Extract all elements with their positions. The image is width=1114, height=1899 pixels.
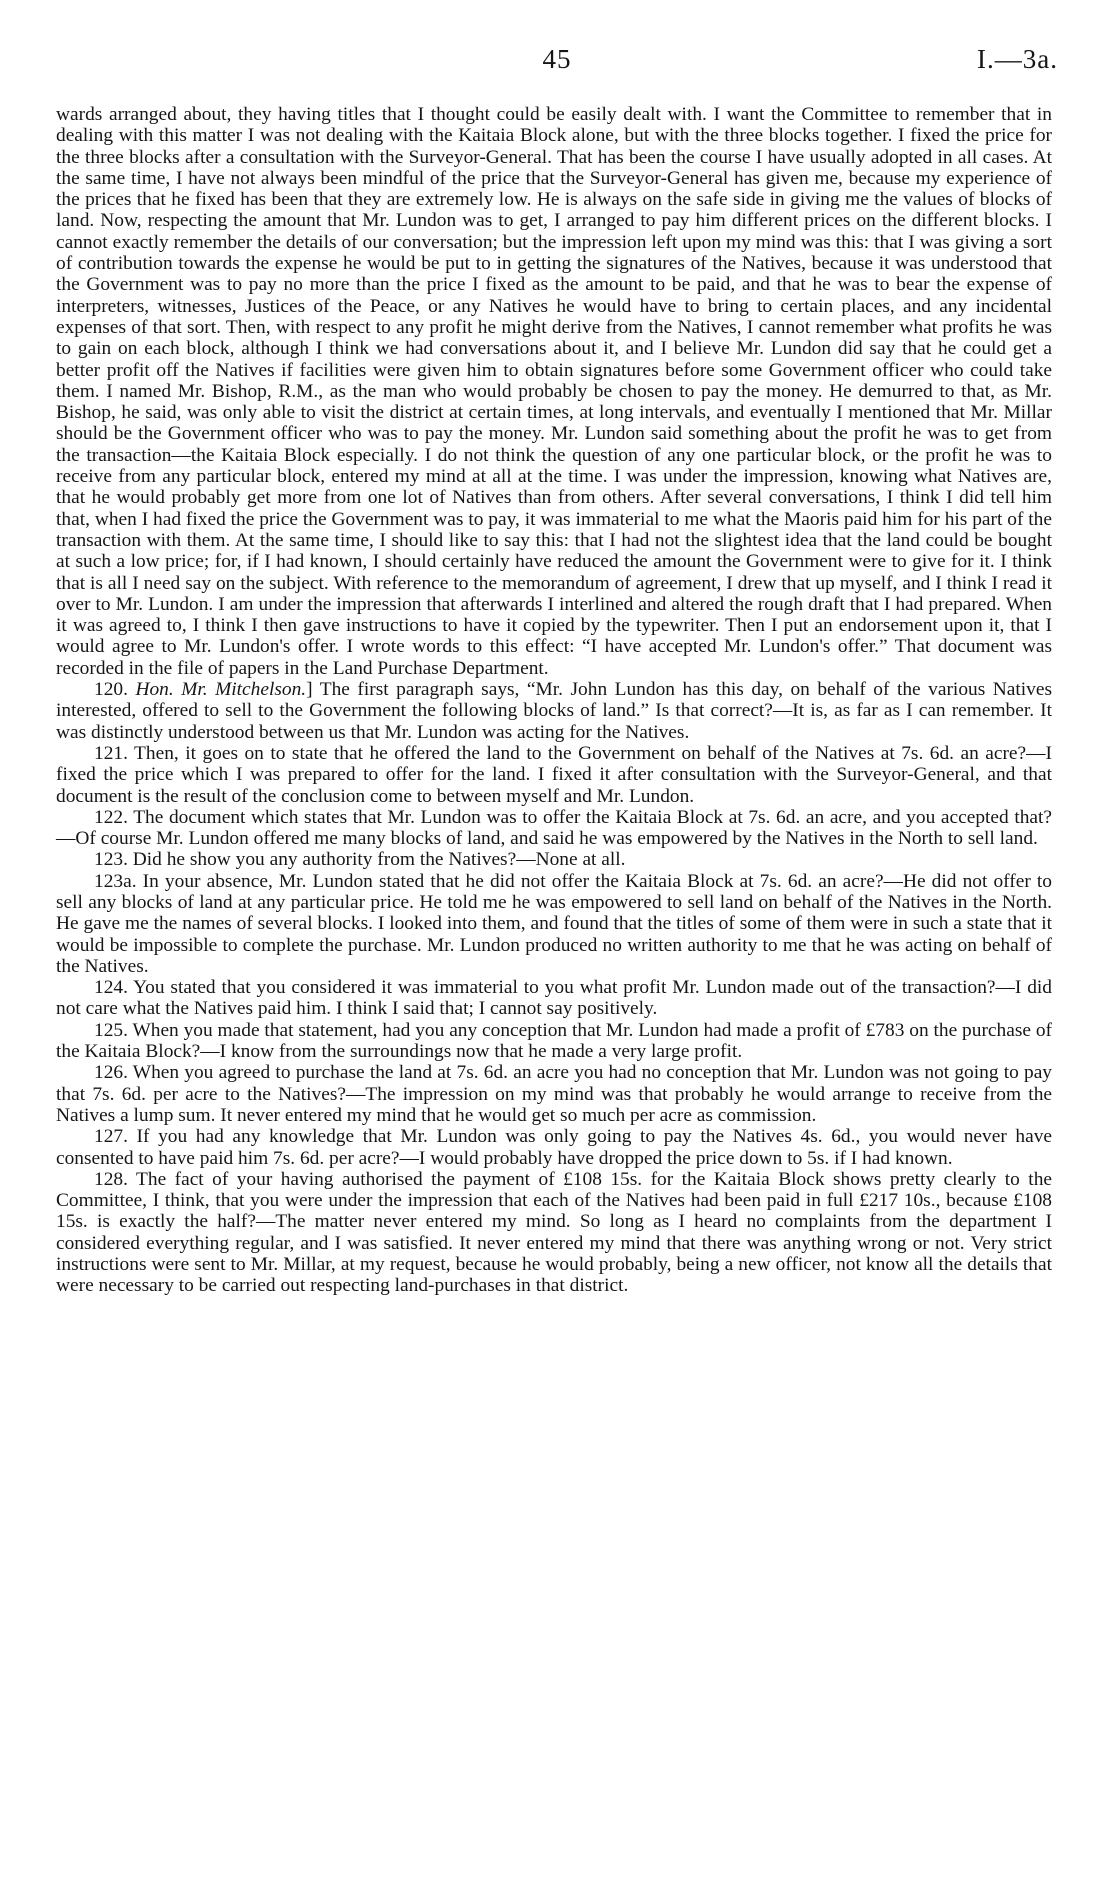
paragraph-127: 127. If you had any knowledge that Mr. Lundon was only going to pay the Natives 4s. 6d., you would never have consented to have paid him 7s. 6d. per acre?—I would probably have dropped the price down to 5s. if I had known. bbox=[56, 1126, 1052, 1169]
body-text bbox=[56, 104, 1052, 1297]
page-number: 45 bbox=[542, 44, 572, 74]
question-number: 120. bbox=[94, 679, 128, 701]
continuation-paragraph: wards arranged about, they having titles that I thought could be easily dealt with. I want the Committee to remember that in dealing with this matter I was not dealing with the Kaitaia Block alone, but with the three blocks together. I fixed the price for the three blocks after a consultation with the Surveyor-General. That has been the course I have usually adopted in all cases. At the same time, I have not always been mindful of the price that the Surveyor-General has given me, because my experience of the prices that he fixed has been that they are extremely low. He is always on the safe side in giving me the values of blocks of land. Now, respecting the amount that Mr. Lundon was to get, I arranged to pay him different prices on the different blocks. I cannot exactly remember the details of our conversation; but the impression left upon my mind was this: that I was giving a sort of contribution towards the expense he would be put to in getting the signatures of the Natives, because it was understood that the Government was to pay no more than the price I fixed as the amount to be paid, and that he was to bear the expense of interpreters, witnesses, Justices of the Peace, or any Natives he would have to bring to certain places, and any incidental expenses of that sort. Then, with respect to any profit he might derive from the Natives, I cannot remember what profits he was to gain on each block, although I think we had conversations about it, and I believe Mr. Lundon did say that he could get a better profit off the Natives if facilities were given him to obtain signatures before some Government officer who could take them. I named Mr. Bishop, R.M., as the man who would probably be chosen to pay the money. He demurred to that, as Mr. Bishop, he said, was only able to visit the district at certain times, at long intervals, and eventually I mentioned that Mr. Millar should be the Government officer who was to pay the money. Mr. Lundon said something about the profit he was to get from the transaction—the Kaitaia Block especially. I do not think the question of any one particular block, or the profit he was to receive from any particular block, entered my mind at all at the time. I was under the impression, knowing what Natives are, that he would probably get more from one lot of Natives than from others. After several conversations, I think I did tell him that, when I had fixed the price the Government was to pay, it was immaterial to me what the Maoris paid him for his part of the transaction with them. At the same time, I should like to say this: that I had not the slightest idea that the land could be bought at such a low price; for, if I had known, I should certainly have reduced the amount the Government were to give for it. I think that is all I need say on the subject. With reference to the memorandum of agreement, I drew that up myself, and I think I read it over to Mr. Lundon. I am under the impression that afterwards I interlined and altered the rough draft that I had prepared. When it was agreed to, I think I then gave instructions to have it copied by the typewriter. Then I put an endorsement upon it, that I would agree to Mr. Lundon's offer. I wrote words to this effect: “I have accepted Mr. Lundon's offer.” That document was recorded in the file of papers in the Land Purchase Department. bbox=[56, 104, 1052, 679]
paragraph-125: 125. When you made that statement, had you any conception that Mr. Lundon had made a profit of £783 on the purchase of the Kaitaia Block?—I know from the surroundings now that he made a very large profit. bbox=[56, 1019, 1052, 1063]
speaker-name: Hon. Mr. Mitchelson. bbox=[135, 679, 307, 701]
paragraph-126: 126. When you agreed to purchase the land at 7s. 6d. an acre you had no conception that Mr. Lundon was not going to pay that 7s. 6d. per acre to the Natives?—The impression on my mind was that probably he would arrange to receive from the Natives a lump sum. It never entered my mind that he would get so much per acre as commission. bbox=[56, 1062, 1052, 1126]
paragraph-121: 121. Then, it goes on to state that he offered the land to the Government on behalf of the Natives at 7s. 6d. an acre?—I fixed the price which I was prepared to offer for the land. I fixed it after consultation with the Surveyor-General, and that document is the result of the conclusion come to between myself and Mr. Lundon. bbox=[56, 742, 1052, 807]
paragraph-128: 128. The fact of your having authorised the payment of £108 15s. for the Kaitaia Block shows pretty clearly to the Committee, I think, that you were under the impression that each of the Natives had been paid in full £217 10s., because £108 15s. is exactly the half?—The matter never entered my mind. So long as I heard no complaints from the department I considered everything regular, and I was satisfied. It never entered my mind that there was anything wrong or not. Very strict instructions were sent to Mr. Millar, at my request, because he would probably, being a new officer, not know all the details that were necessary to be carried out respecting land-purchases in that district. bbox=[56, 1168, 1052, 1297]
question-text: ] The first paragraph says, “Mr. John Lundon has this day, on behalf of the various Natives interested, offered to sell to the Government the following blocks of land.” Is that correct?—It is, as far as I can remember. It was distinctly understood between us that Mr. Lundon was acting for the Natives. bbox=[56, 679, 1052, 743]
paragraph-123a: 123a. In your absence, Mr. Lundon stated that he did not offer the Kaitaia Block at 7s. 6d. an acre?—He did not offer to sell any blocks of land at any particular price. He told me he was empowered to sell land on behalf of the Natives in the North. He gave me the names of several blocks. I looked into them, and found that the titles of some of them were in such a state that it would be impossible to complete the purchase. Mr. Lundon produced no written authority to me that he was acting on behalf of the Natives. bbox=[56, 870, 1052, 977]
paragraph-124: 124. You stated that you considered it was immaterial to you what profit Mr. Lundon made out of the transaction?—I did not care what the Natives paid him. I think I said that; I cannot say positively. bbox=[56, 977, 1052, 1020]
paragraph-120 bbox=[56, 679, 1052, 743]
paragraph-123: 123. Did he show you any authority from the Natives?—None at all. bbox=[94, 849, 626, 871]
document-reference: I.—3a. bbox=[977, 44, 1058, 74]
paragraph-122: 122. The document which states that Mr. Lundon was to offer the Kaitaia Block at 7s. 6d. an acre, and you accepted that?—Of course Mr. Lundon offered me many blocks of land, and said he was empowered by the Natives in the North to sell land. bbox=[56, 806, 1052, 850]
